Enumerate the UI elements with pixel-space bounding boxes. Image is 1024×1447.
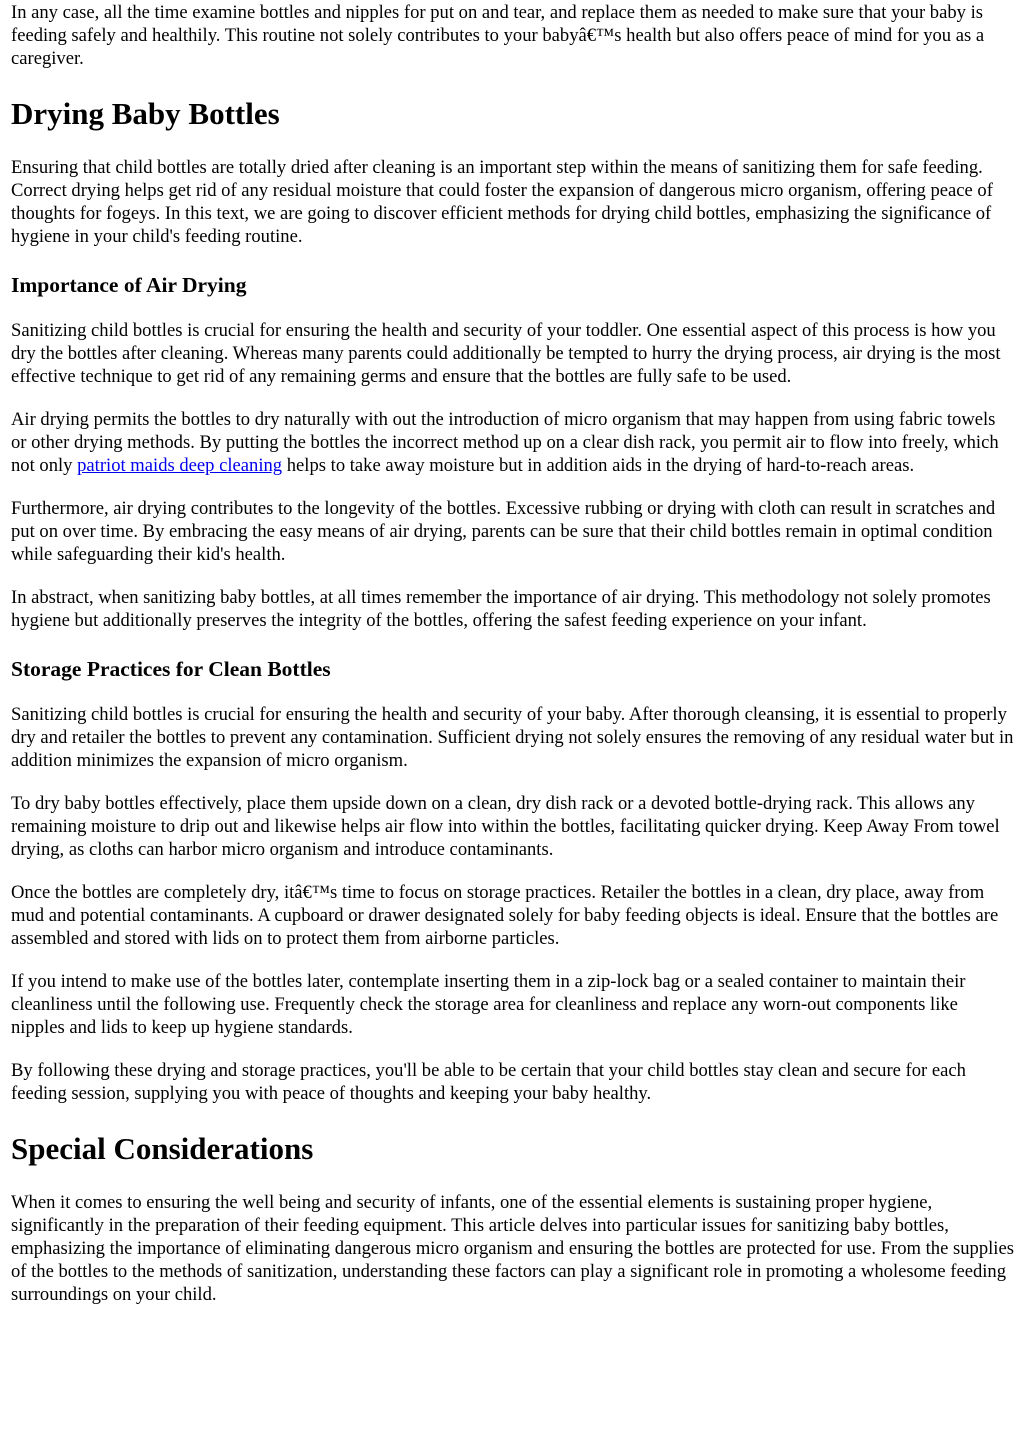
air-drying-paragraph-2 xyxy=(11,408,1014,477)
storage-paragraph-2: To dry baby bottles effectively, place them upside down on a clean, dry dish rack or a devoted bottle-drying rack. This allows any remaining moisture to drip out and likewise helps air flow into within the bottles, facilitating quicker drying. Keep Away From towel drying, as cloths can harbor micro organism and introduce contaminants. xyxy=(11,793,1000,860)
section-heading-special-considerations: Special Considerations xyxy=(11,1131,314,1166)
air-drying-paragraph-2-text-before: Air drying permits the bottles to dry naturally with out the introduction of micro organism that may happen from using fabric towels or other drying methods. By putting the bottles the incorrect method up on a clear dish rack, you permit air to flow into freely, which not only xyxy=(11,409,999,476)
patriot-maids-link[interactable]: patriot maids deep cleaning xyxy=(77,455,283,476)
storage-paragraph-5: By following these drying and storage practices, you'll be able to be certain that your child bottles stay clean and secure for each feeding session, supplying you with peace of thoughts and keeping your baby healthy. xyxy=(11,1060,966,1104)
subsection-heading-air-drying: Importance of Air Drying xyxy=(11,273,247,297)
air-drying-paragraph-1: Sanitizing child bottles is crucial for ensuring the health and security of your toddler. One essential aspect of this process is how you dry the bottles after cleaning. Whereas many parents could additionally be tempted to hurry the drying process, air drying is the most effective technique to get rid of any remaining germs and ensure that the bottles are fully safe to be used. xyxy=(11,320,1001,387)
intro-paragraph: In any case, all the time examine bottles and nipples for put on and tear, and replace them as needed to make sure that your baby is feeding safely and healthily. This routine not solely contributes to your babyâ€™s health but also offers peace of mind for you as a caregiver. xyxy=(11,2,985,69)
storage-paragraph-4: If you intend to make use of the bottles later, contemplate inserting them in a zip-lock bag or a sealed container to maintain their cleanliness until the following use. Frequently check the storage area for cleanliness and replace any worn-out components like nipples and lids to keep up hygiene standards. xyxy=(11,971,966,1038)
subsection-heading-storage: Storage Practices for Clean Bottles xyxy=(11,657,331,681)
article xyxy=(0,1,1024,1306)
air-drying-paragraph-3: Furthermore, air drying contributes to the longevity of the bottles. Excessive rubbing or drying with cloth can result in scratches and put on over time. By embracing the easy means of air drying, parents can be sure that their child bottles remain in optimal condition while safeguarding their kid's health. xyxy=(11,498,996,565)
section-heading-drying: Drying Baby Bottles xyxy=(11,96,280,131)
air-drying-paragraph-2-text-after: helps to take away moisture but in addition aids in the drying of hard-to-reach areas. xyxy=(282,455,915,476)
drying-paragraph: Ensuring that child bottles are totally dried after cleaning is an important step within the means of sanitizing them for safe feeding. Correct drying helps get rid of any residual moisture that could foster the expansion of dangerous micro organism, offering peace of thoughts for fogeys. In this text, we are going to discover efficient methods for drying child bottles, emphasizing the significance of hygiene in your child's feeding routine. xyxy=(11,157,993,247)
storage-paragraph-1: Sanitizing child bottles is crucial for ensuring the health and security of your baby. After thorough cleansing, it is essential to properly dry and retailer the bottles to prevent any contamination. Sufficient drying not solely ensures the removing of any residual water but in addition minimizes the expansion of micro organism. xyxy=(11,704,1014,771)
special-considerations-paragraph: When it comes to ensuring the well being and security of infants, one of the essential elements is sustaining proper hygiene, significantly in the preparation of their feeding equipment. This article delves into particular issues for sanitizing baby bottles, emphasizing the importance of eliminating dangerous micro organism and ensuring the bottles are protected for use. From the supplies of the bottles to the methods of sanitization, understanding these factors can play a significant role in promoting a wholesome feeding surroundings on your child. xyxy=(11,1192,1014,1305)
air-drying-paragraph-4: In abstract, when sanitizing baby bottles, at all times remember the importance of air drying. This methodology not solely promotes hygiene but additionally preserves the integrity of the bottles, offering the safest feeding experience on your infant. xyxy=(11,587,991,631)
storage-paragraph-3: Once the bottles are completely dry, itâ€™s time to focus on storage practices. Retailer the bottles in a clean, dry place, away from mud and potential contaminants. A cupboard or drawer designated solely for baby feeding objects is ideal. Ensure that the bottles are assembled and stored with lids on to protect them from airborne particles. xyxy=(11,882,999,949)
